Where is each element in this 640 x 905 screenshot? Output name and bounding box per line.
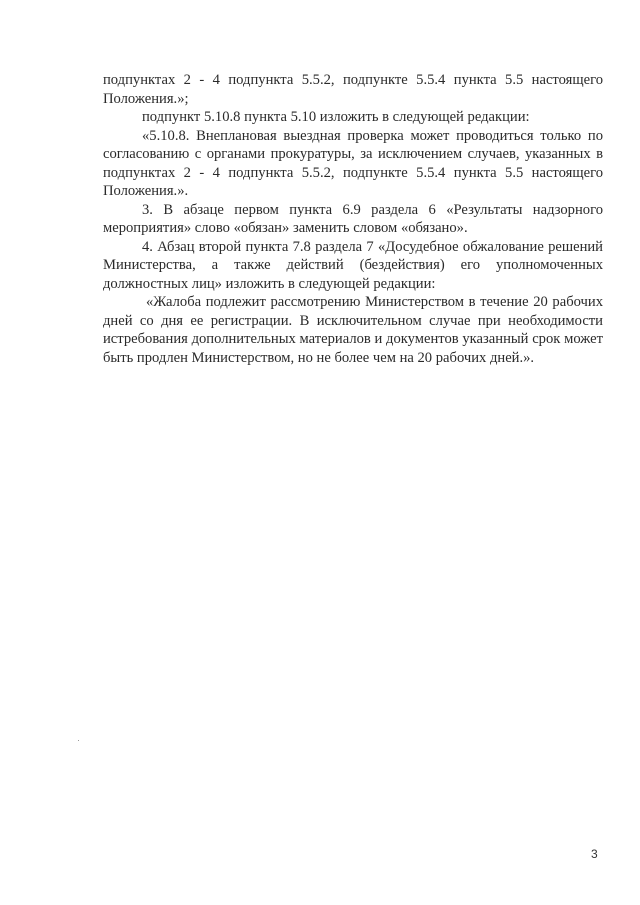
paragraph-continuation: подпунктах 2 - 4 подпункта 5.5.2, подпункте 5.5.4 пункта 5.5 настоящего Положения.»; bbox=[103, 72, 603, 107]
document-body bbox=[103, 71, 603, 367]
paragraph-subpoint-heading: подпункт 5.10.8 пункта 5.10 изложить в следующей редакции: bbox=[142, 109, 530, 125]
paragraph-subpoint-text: «5.10.8. Внеплановая выездная проверка может проводиться только по согласованию с органами прокуратуры, за исключением случаев, указанных в подпунктах 2 - 4 подпункта 5.5.2, подпункте 5.5.4 пункта 5.5 настоящего Положения.». bbox=[103, 127, 603, 199]
paragraph-item-4: 4. Абзац второй пункта 7.8 раздела 7 «Досудебное обжалование решений Министерства, а также действий (бездействия) его уполномоченных должностных лиц» изложить в следующей редакции: bbox=[103, 238, 603, 292]
scan-speck bbox=[78, 740, 79, 741]
paragraph-item-3: 3. В абзаце первом пункта 6.9 раздела 6 «Результаты надзорного мероприятия» слово «обязан» заменить словом «обязано». bbox=[103, 201, 603, 236]
paragraph-complaint-text: «Жалоба подлежит рассмотрению Министерством в течение 20 рабочих дней со дня ее регистрации. В исключительном случае при необходимости истребования дополнительных материалов и документов указанный срок может быть продлен Министерством, но не более чем на 20 рабочих дней.». bbox=[103, 294, 603, 366]
page-number: 3 bbox=[591, 847, 598, 861]
